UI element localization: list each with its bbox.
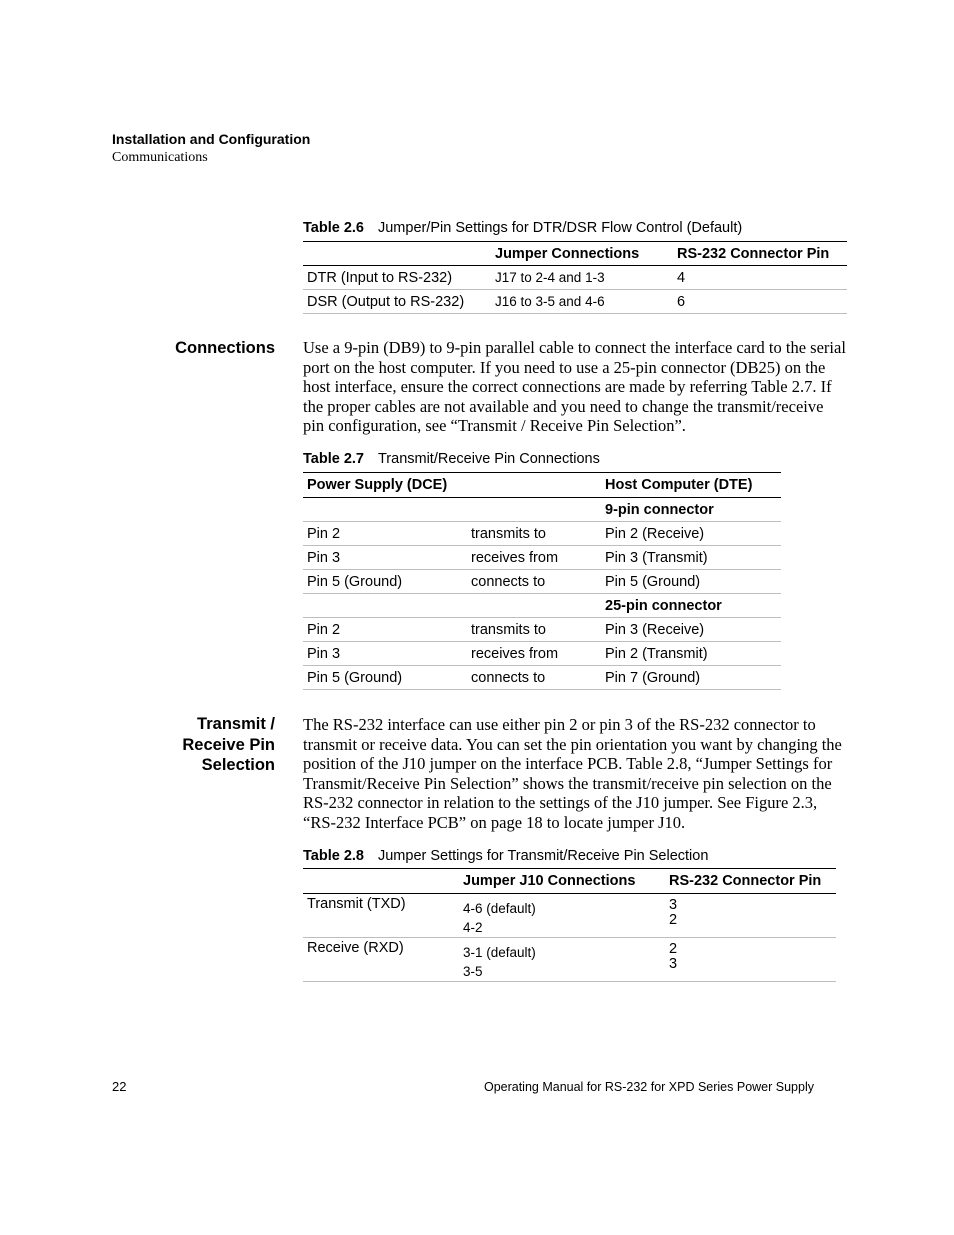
column-header bbox=[467, 473, 601, 498]
table-2-7-caption bbox=[303, 451, 600, 467]
table-2-7-label: Table 2.7 bbox=[303, 451, 364, 467]
table-cell bbox=[665, 894, 836, 938]
table-cell: 4 bbox=[677, 269, 686, 286]
column-header: Jumper J10 Connections bbox=[463, 873, 636, 889]
connections-paragraph: Use a 9-pin (DB9) to 9-pin parallel cable to connect the interface card to the serial port on the host computer. If you need to use a 25-pin connector (DB25) on the host interface, ensure the correct connections are made by referring Table 2.7. If the proper cables are not available and you need to change the transmit/receive pin configuration, see “Transmit / Receive Pin Selection”. bbox=[303, 338, 846, 435]
table-2-8 bbox=[303, 868, 836, 982]
table-header-row bbox=[303, 869, 836, 894]
table-cell: Pin 2 bbox=[307, 525, 341, 542]
table-cell: Receive (RXD) bbox=[307, 940, 404, 956]
table-row bbox=[303, 522, 781, 546]
table-header-row bbox=[303, 473, 781, 498]
table-row bbox=[303, 570, 781, 594]
table-cell: Pin 5 (Ground) bbox=[605, 573, 701, 590]
table-2-6-label: Table 2.6 bbox=[303, 220, 364, 236]
column-header bbox=[303, 242, 491, 266]
connections-heading: Connections bbox=[175, 339, 275, 357]
column-header bbox=[303, 869, 459, 894]
running-header-section: Installation and Configuration bbox=[112, 131, 311, 147]
table-cell: Pin 3 (Receive) bbox=[605, 621, 705, 638]
table-2-6-title: Jumper/Pin Settings for DTR/DSR Flow Control (Default) bbox=[377, 220, 743, 236]
connector-pin: 3 bbox=[669, 897, 678, 913]
group-row bbox=[303, 594, 781, 618]
connector-pin: 2 bbox=[669, 941, 678, 957]
table-header-row bbox=[303, 242, 847, 266]
table-row bbox=[303, 618, 781, 642]
column-header: Jumper Connections bbox=[495, 245, 640, 262]
table-cell: J17 to 2-4 and 1-3 bbox=[495, 270, 605, 285]
table-2-8-label: Table 2.8 bbox=[303, 848, 364, 864]
jumper-setting: 3-5 bbox=[463, 964, 483, 979]
table-2-6 bbox=[303, 241, 847, 314]
column-header: Host Computer (DTE) bbox=[605, 477, 753, 493]
group-label-25pin: 25-pin connector bbox=[605, 597, 722, 614]
table-cell: Pin 2 bbox=[307, 621, 341, 638]
jumper-setting: 4-2 bbox=[463, 920, 483, 935]
table-cell: DSR (Output to RS-232) bbox=[307, 293, 465, 310]
table-cell: DTR (Input to RS-232) bbox=[307, 269, 453, 286]
txrx-paragraph: The RS-232 interface can use either pin 2 or pin 3 of the RS-232 connector to transmit or receive data. You can set the pin orientation you want by changing the position of the J10 jumper on the interface PCB. Table 2.8, “Jumper Settings for Transmit/Receive Pin Selection” shows the transmit/receive pin selection on the RS-232 connector in relation to the settings of the J10 jumper. See Figure 2.3, “RS-232 Interface PCB” on page 18 to locate jumper J10. bbox=[303, 715, 842, 832]
table-cell: Pin 7 (Ground) bbox=[605, 669, 701, 686]
table-cell: Pin 3 (Transmit) bbox=[605, 549, 708, 566]
running-header-subsection: Communications bbox=[112, 150, 208, 165]
page-number: 22 bbox=[112, 1079, 127, 1094]
column-header: Power Supply (DCE) bbox=[307, 477, 448, 493]
table-cell: connects to bbox=[471, 669, 546, 686]
table-cell: Pin 2 (Receive) bbox=[605, 525, 705, 542]
txrx-heading-line: Receive Pin bbox=[182, 735, 275, 754]
column-header: RS-232 Connector Pin bbox=[677, 245, 830, 262]
table-row bbox=[303, 290, 847, 314]
group-row bbox=[303, 498, 781, 522]
table-cell: receives from bbox=[471, 549, 559, 566]
table-cell: Transmit (TXD) bbox=[307, 896, 406, 912]
table-cell bbox=[459, 894, 665, 938]
table-2-8-caption bbox=[303, 848, 708, 864]
table-row bbox=[303, 266, 847, 290]
table-2-6-caption bbox=[303, 220, 742, 236]
footer-title: Operating Manual for RS-232 for XPD Series Power Supply bbox=[483, 1080, 814, 1094]
table-cell: Pin 3 bbox=[307, 645, 341, 662]
table-cell: Pin 5 (Ground) bbox=[307, 669, 403, 686]
table-2-7-title: Transmit/Receive Pin Connections bbox=[377, 451, 600, 467]
table-cell: transmits to bbox=[471, 621, 546, 638]
table-2-8-title: Jumper Settings for Transmit/Receive Pin Selection bbox=[377, 848, 709, 864]
connector-pin: 3 bbox=[669, 956, 678, 972]
jumper-setting: 3-1 (default) bbox=[463, 945, 536, 960]
table-cell bbox=[459, 938, 665, 982]
table-2-7 bbox=[303, 472, 781, 690]
table-cell: J16 to 3-5 and 4-6 bbox=[495, 294, 605, 309]
table-cell: 6 bbox=[677, 293, 686, 310]
table-row bbox=[303, 642, 781, 666]
connector-pin: 2 bbox=[669, 912, 678, 928]
table-row bbox=[303, 938, 836, 982]
txrx-heading-line: Selection bbox=[201, 756, 275, 774]
table-cell: Pin 3 bbox=[307, 549, 341, 566]
table-cell: receives from bbox=[471, 645, 559, 662]
table-cell: transmits to bbox=[471, 525, 546, 542]
table-row bbox=[303, 666, 781, 690]
group-label-9pin: 9-pin connector bbox=[605, 501, 714, 518]
table-cell: connects to bbox=[471, 573, 546, 590]
table-row bbox=[303, 894, 836, 938]
table-cell: Pin 2 (Transmit) bbox=[605, 645, 708, 662]
txrx-heading-line: Transmit / bbox=[197, 715, 275, 733]
table-cell: Pin 5 (Ground) bbox=[307, 573, 403, 590]
txrx-heading bbox=[75, 714, 275, 776]
table-row bbox=[303, 546, 781, 570]
jumper-setting: 4-6 (default) bbox=[463, 901, 536, 916]
table-cell bbox=[665, 938, 836, 982]
column-header: RS-232 Connector Pin bbox=[669, 873, 822, 889]
